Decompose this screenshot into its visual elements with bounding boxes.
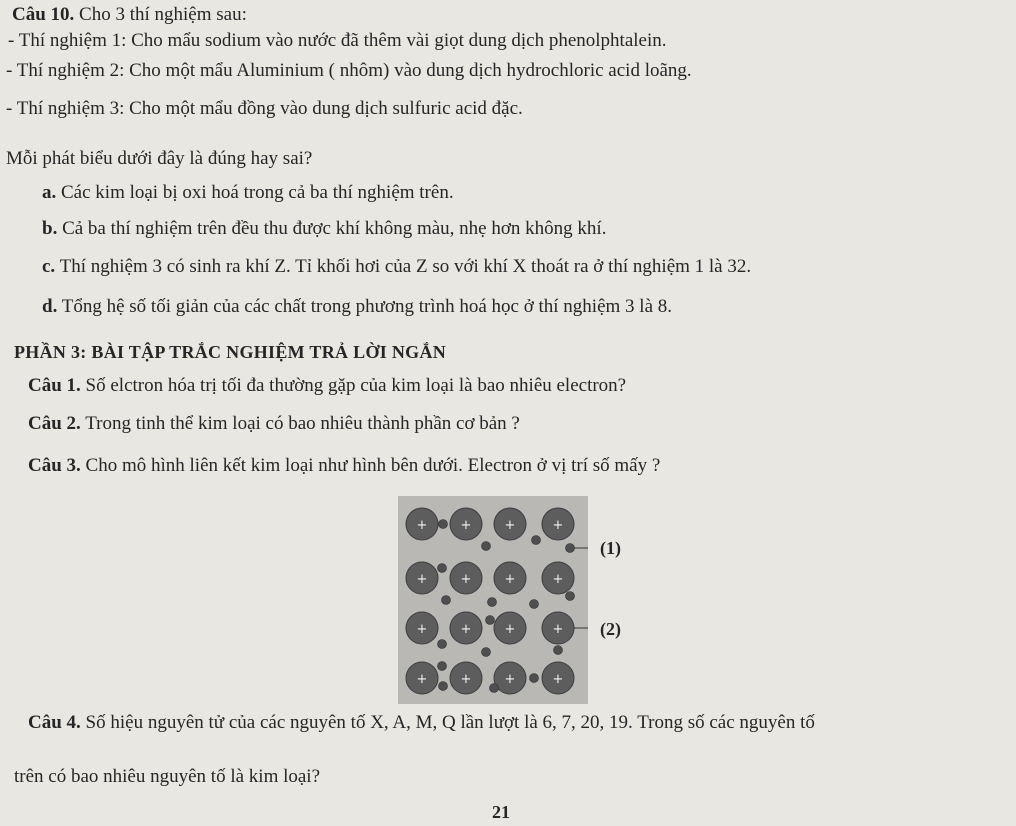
electron <box>438 564 447 573</box>
question-4 <box>28 712 815 734</box>
electron <box>530 600 539 609</box>
electron <box>554 646 563 655</box>
q4-text: Số hiệu nguyên tử của các nguyên tố X, A, M, Q lần lượt là 6, 7, 20, 19. Trong số các nguyên tố <box>80 712 815 733</box>
experiment-1: - Thí nghiệm 1: Cho mẩu sodium vào nước đã thêm vài giọt dung dịch phenolphtalein. <box>8 30 667 51</box>
ion-plus-sign: + <box>504 672 516 687</box>
question-2 <box>28 413 520 435</box>
q2-title: Câu 2. <box>28 413 81 434</box>
ion-plus-sign: + <box>552 622 564 637</box>
q2-text: Trong tinh thể kim loại có bao nhiêu thành phần cơ bản ? <box>80 413 520 434</box>
q1-title: Câu 1. <box>28 375 81 396</box>
ion-plus-sign: + <box>460 672 472 687</box>
figure-label-2: (2) <box>600 619 621 639</box>
experiment-2: - Thí nghiệm 2: Cho một mẩu Aluminium ( nhôm) vào dung dịch hydrochloric acid loãng. <box>6 60 692 81</box>
electron <box>482 648 491 657</box>
metallic-bond-diagram <box>398 496 588 704</box>
electron <box>532 536 541 545</box>
ion-plus-sign: + <box>552 572 564 587</box>
experiment-3: - Thí nghiệm 3: Cho một mẩu đồng vào dung dịch sulfuric acid đặc. <box>6 98 523 119</box>
electron <box>490 684 499 693</box>
electron <box>438 662 447 671</box>
q3-text: Cho mô hình liên kết kim loại như hình bên dưới. Electron ở vị trí số mấy ? <box>80 455 661 476</box>
electron <box>439 520 448 529</box>
electron <box>530 674 539 683</box>
electron <box>486 616 495 625</box>
item-text: Tổng hệ số tối giản của các chất trong phương trình hoá học ở thí nghiệm 3 là 8. <box>57 296 673 317</box>
question-1 <box>28 375 626 397</box>
q1-text: Số elctron hóa trị tối đa thường gặp của kim loại là bao nhiêu electron? <box>80 375 627 396</box>
ion-plus-sign: + <box>552 518 564 533</box>
page-number: 21 <box>492 802 510 822</box>
q3-title: Câu 3. <box>28 455 81 476</box>
q10-intro-line <box>12 4 247 26</box>
ion-plus-sign: + <box>460 572 472 587</box>
ion-plus-sign: + <box>504 622 516 637</box>
metallic-bond-figure <box>398 496 588 704</box>
electron <box>439 682 448 691</box>
electron <box>442 596 451 605</box>
electron <box>482 542 491 551</box>
item-text: Thí nghiệm 3 có sinh ra khí Z. Tỉ khối hơi của Z so với khí X thoát ra ở thí nghiệm 1 là 32. <box>55 256 752 277</box>
item-letter: d. <box>42 296 58 317</box>
ion-plus-sign: + <box>504 518 516 533</box>
item-letter: a. <box>42 182 57 203</box>
item-text: Cả ba thí nghiệm trên đều thu được khí không màu, nhẹ hơn không khí. <box>57 218 607 239</box>
electron <box>566 592 575 601</box>
q10-prompt: Mỗi phát biểu dưới đây là đúng hay sai? <box>6 148 313 169</box>
ion-plus-sign: + <box>460 622 472 637</box>
ion-plus-sign: + <box>504 572 516 587</box>
question-3 <box>28 455 660 477</box>
q10-item-a <box>42 182 454 204</box>
question-4-cont: trên có bao nhiêu nguyên tố là kim loại? <box>14 766 321 787</box>
ion-plus-sign: + <box>416 518 428 533</box>
item-letter: c. <box>42 256 56 277</box>
q10-item-d <box>42 296 672 318</box>
electron <box>566 544 575 553</box>
ion-plus-sign: + <box>416 572 428 587</box>
item-text: Các kim loại bị oxi hoá trong cả ba thí nghiệm trên. <box>56 182 454 203</box>
figure-label-1: (1) <box>600 538 621 558</box>
q10-intro: Cho 3 thí nghiệm sau: <box>74 4 247 25</box>
item-letter: b. <box>42 218 58 239</box>
section-3-title: PHẦN 3: BÀI TẬP TRẮC NGHIỆM TRẢ LỜI NGẮN <box>14 342 447 362</box>
ion-plus-sign: + <box>416 622 428 637</box>
electron <box>438 640 447 649</box>
ion-plus-sign: + <box>460 518 472 533</box>
ion-plus-sign: + <box>552 672 564 687</box>
q10-item-b <box>42 218 606 240</box>
q10-title: Câu 10. <box>12 4 75 25</box>
q4-title: Câu 4. <box>28 712 81 733</box>
electron <box>488 598 497 607</box>
ion-plus-sign: + <box>416 672 428 687</box>
q10-item-c <box>42 256 751 278</box>
